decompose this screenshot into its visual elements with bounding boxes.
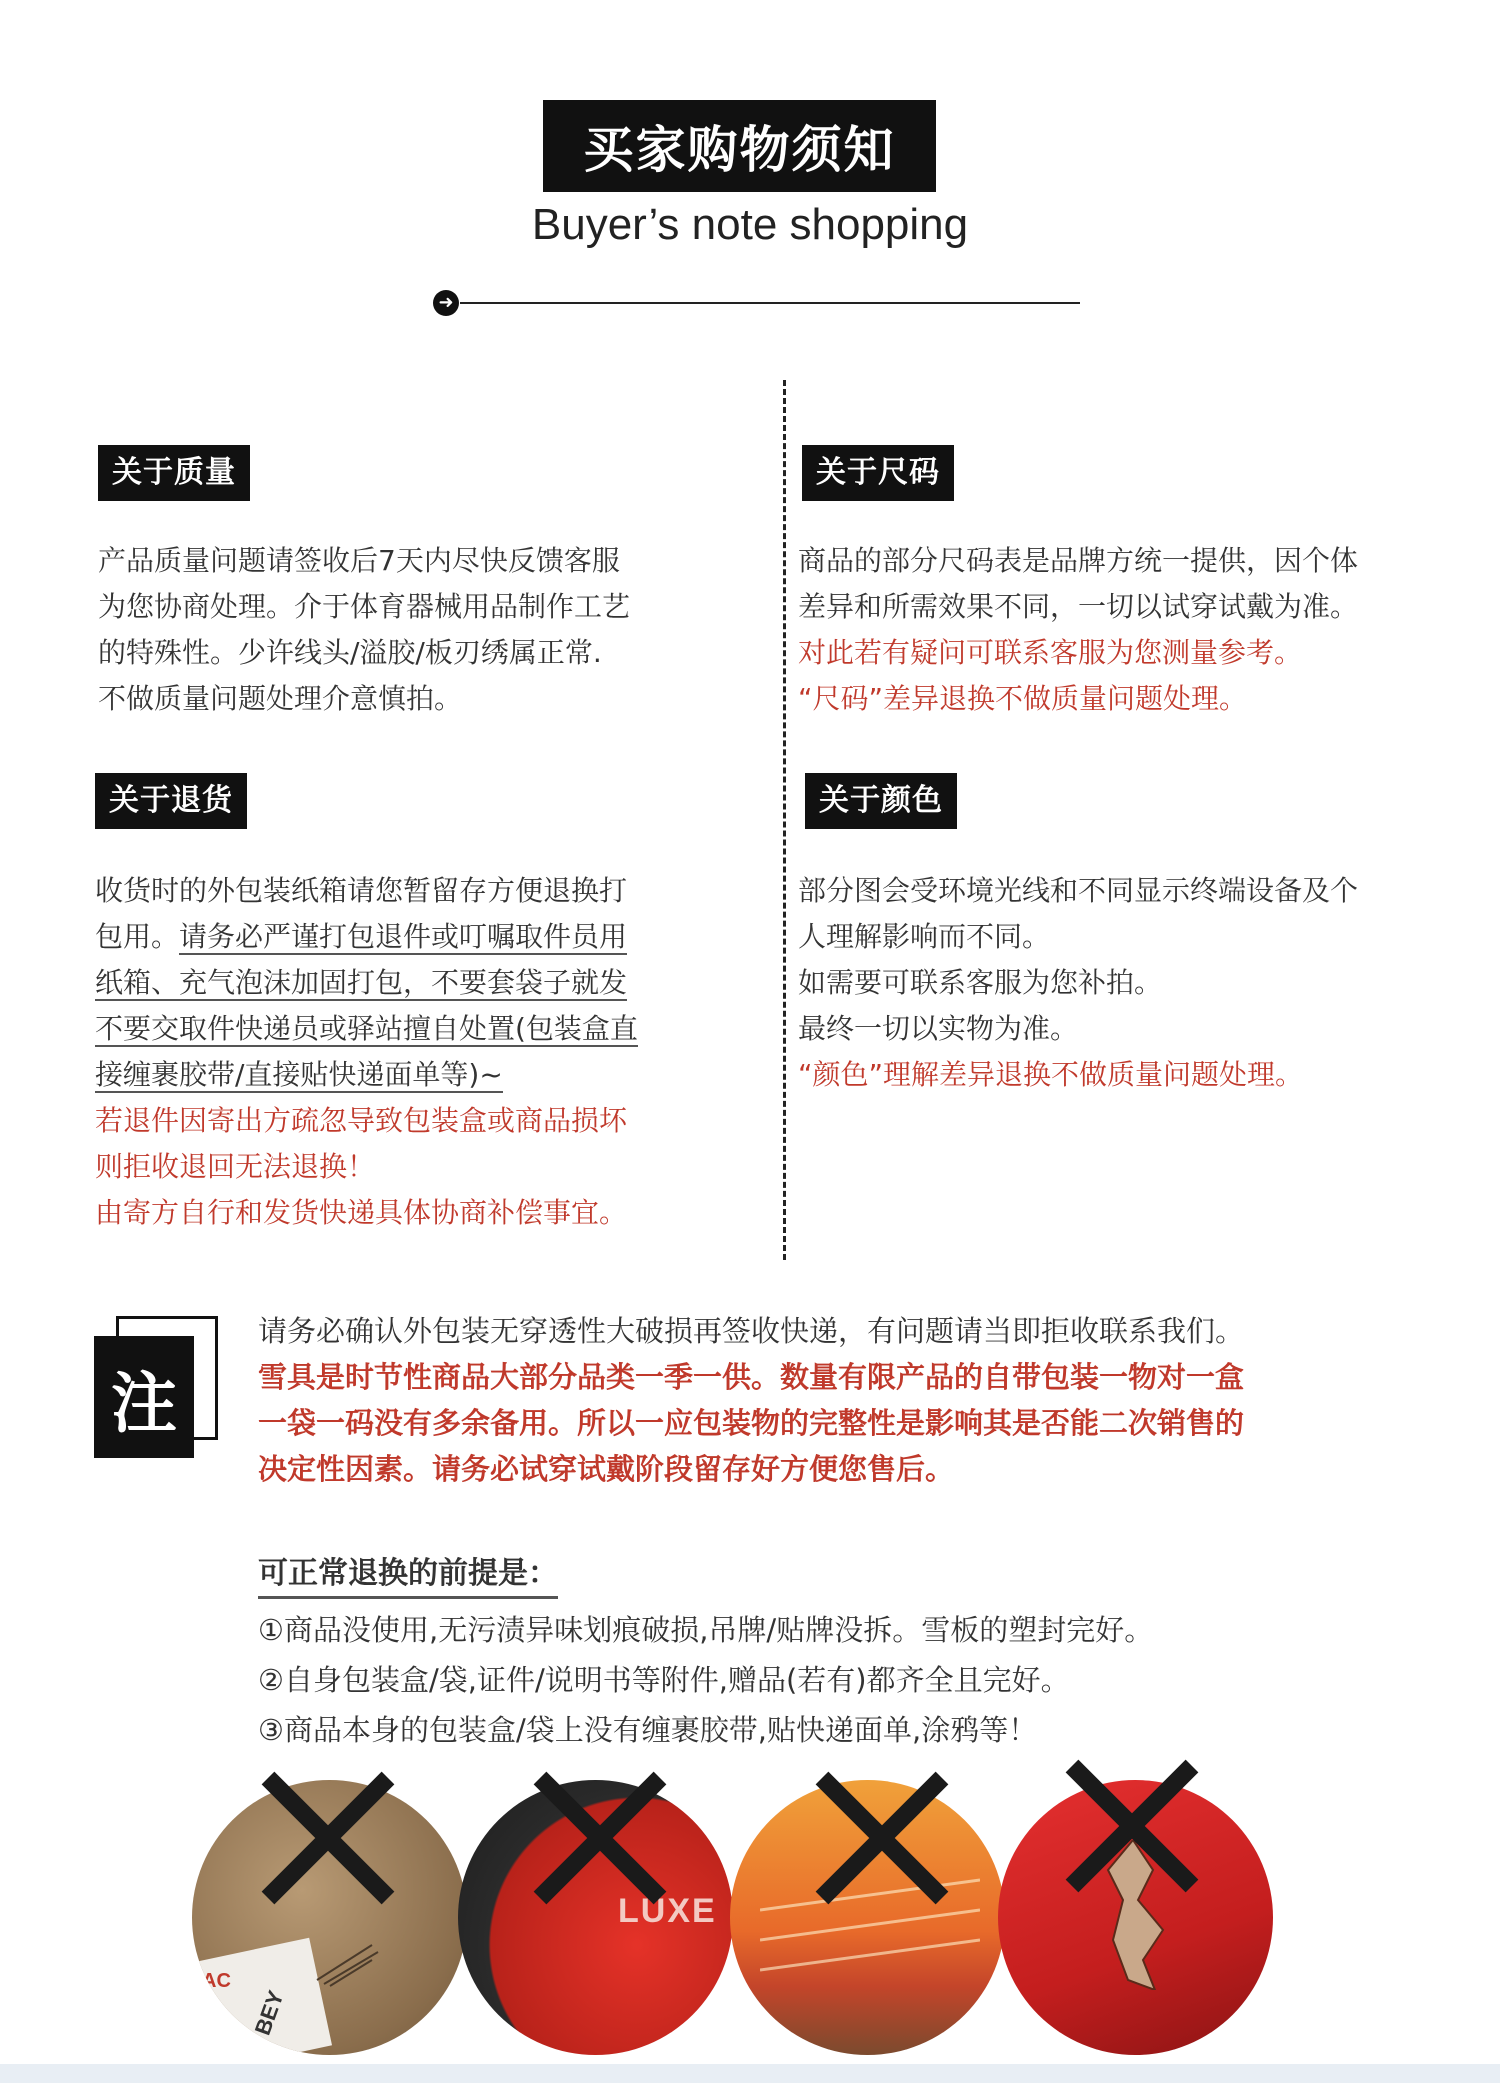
quality-line: 为您协商处理。介于体育器械用品制作工艺 xyxy=(98,590,631,623)
size-red-line: 对此若有疑问可联系客服为您测量参考。 xyxy=(798,636,1303,669)
color-tag: 关于颜色 xyxy=(805,773,957,829)
column-divider xyxy=(783,380,786,1260)
note-red-line: 雪具是时节性商品大部分品类一季一供。数量有限产品的自带包装一物对一盒 xyxy=(258,1360,1245,1394)
premise-item: ①商品没使用,无污渍异味划痕破损,吊牌/贴牌没拆。雪板的塑封完好。 xyxy=(258,1613,1154,1647)
returns-tag: 关于退货 xyxy=(95,773,247,829)
premise-item: ③商品本身的包装盒/袋上没有缠裹胶带,贴快递面单,涂鸦等！ xyxy=(258,1713,1038,1747)
bottom-bar xyxy=(0,2064,1500,2083)
size-text xyxy=(798,538,1358,722)
returns-line: 收货时的外包装纸箱请您暂留存方便退换打 xyxy=(95,874,628,907)
color-red-line: “颜色”理解差异退换不做质量问题处理。 xyxy=(798,1058,1304,1091)
color-line: 人理解影响而不同。 xyxy=(798,920,1051,953)
box-brand-text: LUXE xyxy=(618,1892,717,1930)
returns-line xyxy=(95,960,638,1006)
note-red-line: 一袋一码没有多余备用。所以一应包装物的完整性是影响其是否能二次销售的 xyxy=(258,1406,1245,1440)
color-line: 最终一切以实物为准。 xyxy=(798,1012,1079,1045)
returns-underlined: 不要交取件快递员或驿站擅自处置(包装盒直 xyxy=(95,1012,638,1045)
page-subtitle: Buyer’s note shopping xyxy=(531,200,969,249)
note-line: 请务必确认外包装无穿透性大破损再签收快递，有问题请当即拒收联系我们。 xyxy=(258,1314,1245,1348)
returns-red-line: 由寄方自行和发货快递具体协商补偿事宜。 xyxy=(95,1196,628,1229)
page-title: 买家购物须知 xyxy=(543,100,936,192)
scratch-marks xyxy=(312,1940,382,1990)
returns-red-line: 若退件因寄出方疏忽导致包装盒或商品损坏 xyxy=(95,1104,628,1137)
note-red-line: 决定性因素。请务必试穿试戴阶段留存好方便您售后。 xyxy=(258,1452,955,1486)
quality-text xyxy=(98,538,630,722)
size-tag: 关于尺码 xyxy=(802,445,954,501)
quality-line: 不做质量问题处理介意慎拍。 xyxy=(98,682,463,715)
returns-plain: 包用。 xyxy=(95,920,180,953)
returns-underlined: 纸箱、充气泡沫加固打包，不要套袋子就发 xyxy=(95,966,628,999)
header-divider xyxy=(460,302,1080,304)
returns-line xyxy=(95,1006,638,1052)
returns-underlined: 接缠裹胶带/直接贴快递面单等)~ xyxy=(95,1058,503,1091)
returns-line xyxy=(95,1052,638,1098)
size-line: 商品的部分尺码表是品牌方统一提供，因个体 xyxy=(798,544,1359,577)
returns-line xyxy=(95,914,638,960)
returns-underlined: 请务必严谨打包退件或叮嘱取件员用 xyxy=(179,920,628,953)
cross-icon xyxy=(530,1768,670,1908)
cross-icon xyxy=(1062,1756,1202,1896)
quality-line: 的特殊性。少许线头/溢胶/板刃绣属正常. xyxy=(98,636,602,669)
note-text xyxy=(258,1308,1438,1492)
size-red-line: “尺码”差异退换不做质量问题处理。 xyxy=(798,682,1248,715)
size-line: 差异和所需效果不同，一切以试穿试戴为准。 xyxy=(798,590,1359,623)
quality-tag: 关于质量 xyxy=(98,445,250,501)
cross-icon xyxy=(812,1768,952,1908)
label-text: AC xyxy=(202,1970,231,1992)
premise-list xyxy=(258,1605,1153,1755)
note-icon xyxy=(94,1316,214,1456)
premise-item: ②自身包装盒/袋,证件/说明书等附件,赠品(若有)都齐全且完好。 xyxy=(258,1663,1070,1697)
label-text: BEY xyxy=(249,1987,289,2039)
quality-line: 产品质量问题请签收后7天内尽快反馈客服 xyxy=(98,544,620,577)
arrow-right-icon: ➜ xyxy=(433,290,459,316)
cross-icon xyxy=(258,1768,398,1908)
color-line: 部分图会受环境光线和不同显示终端设备及个 xyxy=(798,874,1359,907)
note-icon-char: 注 xyxy=(94,1336,194,1458)
returns-red-line: 则拒收退回无法退换！ xyxy=(95,1150,376,1183)
color-text xyxy=(798,868,1358,1098)
returns-text xyxy=(95,868,638,1236)
color-line: 如需要可联系客服为您补拍。 xyxy=(798,966,1163,999)
premise-title: 可正常退换的前提是： xyxy=(258,1548,558,1599)
